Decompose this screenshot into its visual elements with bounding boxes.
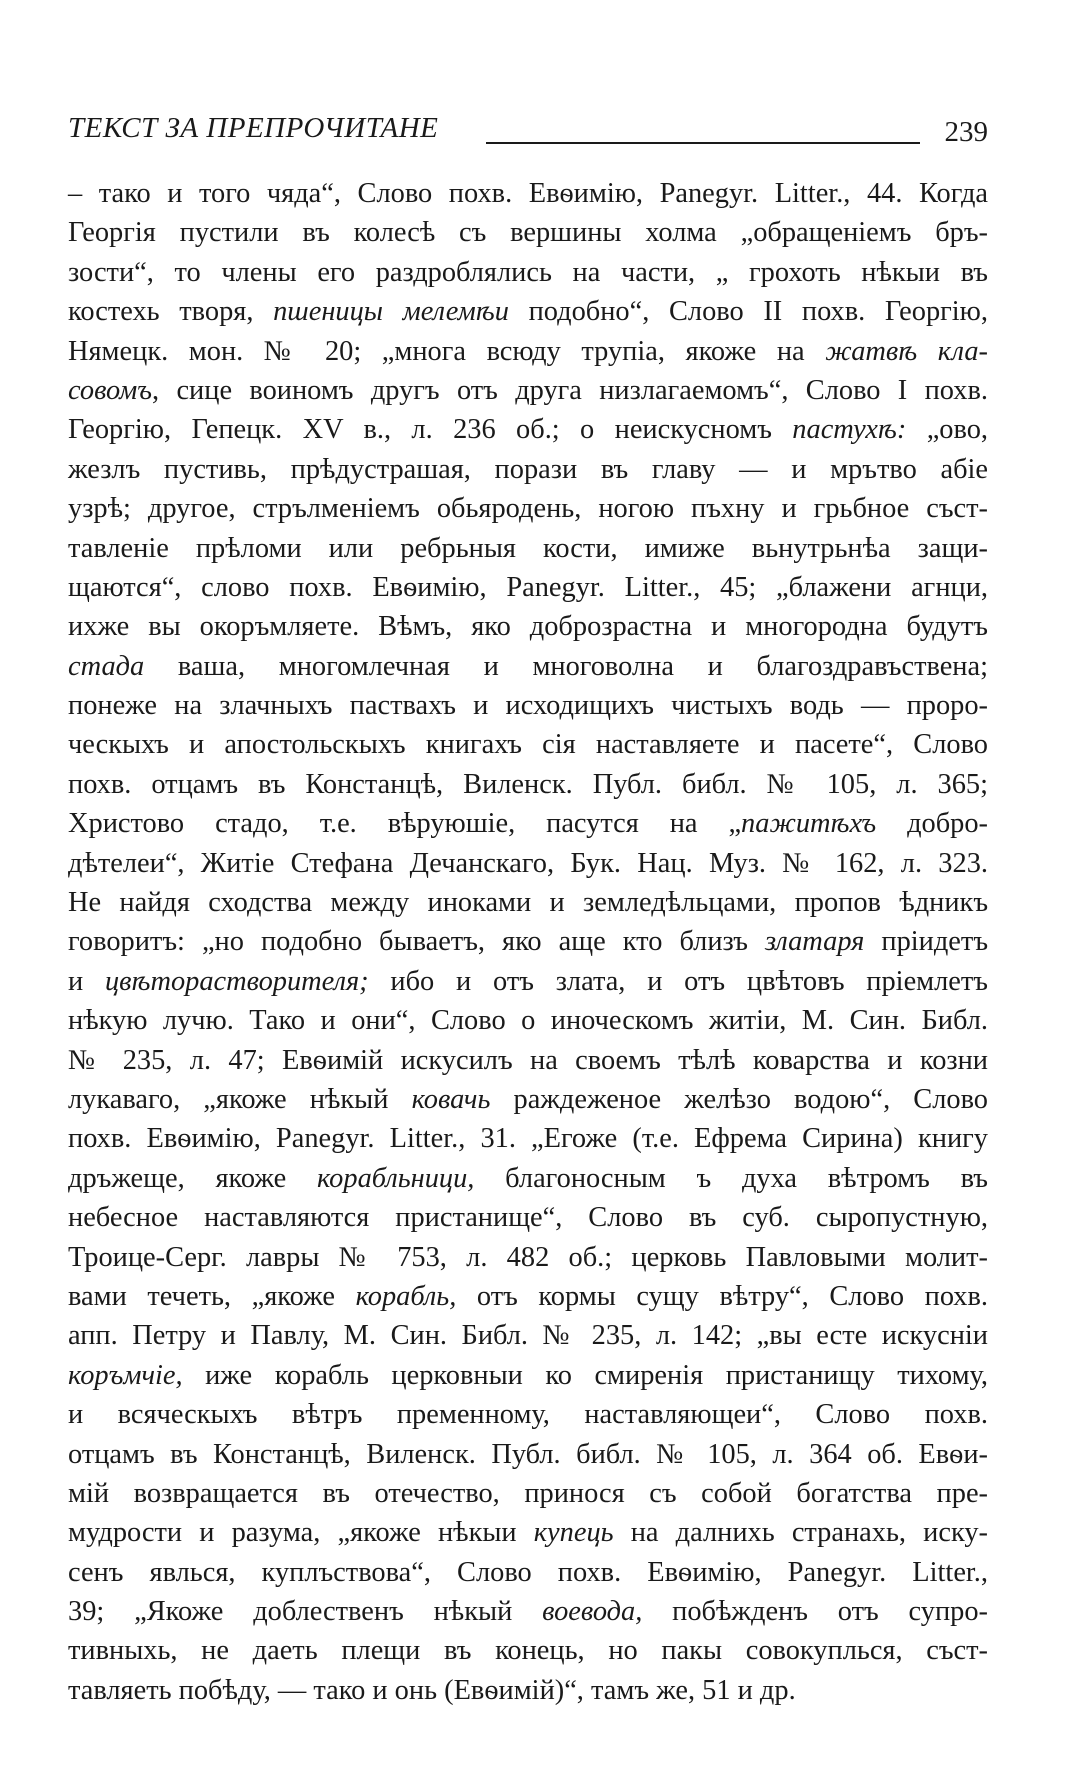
- text-line: [68, 213, 988, 252]
- text-line: [68, 1238, 988, 1277]
- text-line: [68, 922, 988, 961]
- text-segment: – тако и того чяда“, Слово похв. Евѳимію, Panegyr. Litter., 44. Когда: [68, 178, 988, 209]
- text-line: [68, 292, 988, 331]
- text-line: [68, 844, 988, 883]
- text-segment: Троице-Серг. лавры № 753, л. 482 об.; церковь Павловыми молит-: [68, 1241, 988, 1273]
- text-line: [68, 1592, 988, 1631]
- text-segment: небесное наставляются пристанище“, Слово въ суб. сыропустную,: [68, 1202, 988, 1234]
- text-segment: пріидетъ: [864, 926, 988, 958]
- running-title: ТЕКСТ ЗА ПРЕПРОЧИТАНЕ: [68, 112, 439, 144]
- text-line: [68, 1553, 988, 1592]
- body-text: [68, 174, 988, 1710]
- text-line: [68, 1356, 988, 1395]
- text-segment: подобно“, Слово II похв. Георгію,: [508, 296, 988, 328]
- text-line: [68, 883, 988, 922]
- text-line: [68, 725, 988, 764]
- text-segment: на далнихь странахь, иску-: [613, 1517, 988, 1549]
- text-segment: побѣжденъ отъ супро-: [642, 1596, 989, 1628]
- text-segment: Георгія пустили въ колесѣ съ вершины холма „обращеніемъ бръ-: [68, 217, 988, 249]
- text-line: [68, 765, 988, 804]
- text-segment: № 235, л. 47; Евѳимій искусилъ на своемъ тѣлѣ коварства и козни: [68, 1044, 988, 1076]
- text-line: [68, 1395, 988, 1434]
- text-line: [68, 529, 988, 568]
- italic-term: жатвѣ кла-: [825, 335, 988, 367]
- text-line: [68, 332, 988, 371]
- text-segment: ваша, многомлечная и многоволна и благоздравъствена;: [144, 650, 988, 682]
- text-segment: раждеженое желѣзо водою“, Слово: [490, 1083, 988, 1115]
- text-line: [68, 450, 988, 489]
- text-segment: похв. отцамъ въ Констанцѣ, Виленск. Публ. библ. № 105, л. 365;: [68, 768, 988, 800]
- text-segment: вами течеть, „якоже: [68, 1280, 356, 1312]
- italic-term: пажитѣхъ: [741, 808, 877, 840]
- italic-term: пастухѣ:: [792, 414, 907, 446]
- italic-term: златаря: [765, 926, 865, 958]
- text-segment: Георгію, Гепецк. XV в., л. 236 об.; о неискусномъ: [68, 414, 793, 446]
- italic-term: корабль,: [355, 1280, 457, 1312]
- text-segment: щаются“, слово похв. Евѳимію, Panegyr. Litter., 45; „блажени агнци,: [68, 571, 988, 603]
- text-segment: и: [68, 965, 105, 997]
- text-segment: нѣкую лучю. Тако и они“, Слово о иноческомъ житіи, М. Син. Библ.: [68, 1005, 988, 1037]
- text-line: [68, 962, 988, 1001]
- text-line: [68, 1435, 988, 1474]
- text-segment: 39; „Якоже доблественъ нѣкый: [68, 1596, 543, 1628]
- text-segment: благоносным ъ духа вѣтромъ въ: [474, 1162, 988, 1194]
- text-segment: тавляеть побѣду, — тако и онь (Евѳимій)“, тамъ же, 51 и др.: [68, 1674, 796, 1706]
- text-line: [68, 253, 988, 292]
- text-segment: и всяческыхъ вѣтръ пременному, наставляющеи“, Слово похв.: [68, 1399, 988, 1431]
- italic-term: ковачь: [411, 1083, 491, 1115]
- text-line: [68, 686, 988, 725]
- text-segment: мій возвращается въ отечество, принося съ собой богатства пре-: [68, 1477, 988, 1509]
- text-line: [68, 174, 988, 213]
- text-line: [68, 1316, 988, 1355]
- text-segment: костехь творя,: [68, 296, 274, 328]
- text-segment: Христово стадо, т.е. вѣруюшіе, пасутся на „: [68, 808, 742, 840]
- text-line: [68, 1041, 988, 1080]
- text-line: [68, 1277, 988, 1316]
- italic-term: воевода,: [542, 1596, 643, 1628]
- italic-term: корабльници,: [316, 1162, 475, 1194]
- text-segment: понеже на злачныхъ паствахъ и исходищихъ чистыхъ водь — проро-: [68, 690, 988, 722]
- text-line: [68, 1631, 988, 1670]
- text-segment: дръжеще, якоже: [68, 1162, 317, 1194]
- text-segment: ихже вы окоръмляете. Вѣмъ, яко доброзрастна и многородна будутъ: [68, 611, 988, 643]
- text-line: [68, 1198, 988, 1237]
- italic-term: стада: [68, 650, 145, 682]
- text-line: [68, 371, 988, 410]
- text-line: [68, 1474, 988, 1513]
- text-segment: лукаваго, „якоже нѣкый: [68, 1083, 412, 1115]
- text-line: [68, 410, 988, 449]
- text-segment: иже корабль церковныи ко смиренія пристанищу тихому,: [182, 1359, 988, 1391]
- text-line: [68, 1001, 988, 1040]
- text-segment: зости“, то члены его раздроблялись на части, „ грохоть нѣкыи въ: [68, 256, 988, 288]
- text-line: [68, 804, 988, 843]
- text-segment: „ово,: [906, 414, 988, 446]
- text-segment: тивныхь, не даеть плещи въ конець, но пакы совокуплься, съст-: [68, 1635, 988, 1667]
- text-line: [68, 1513, 988, 1552]
- italic-term: цвѣторастворителя;: [104, 965, 369, 997]
- italic-term: совомъ: [68, 374, 153, 406]
- text-line: [68, 489, 988, 528]
- text-line: [68, 1159, 988, 1198]
- text-segment: Не найдя сходства между иноками и земледѣльцами, пропов ѣдникъ: [68, 887, 988, 919]
- page-number: 239: [944, 116, 988, 148]
- text-segment: узрѣ; другое, стрълменіемъ обьяродень, ногою пъхну и грьбное съст-: [68, 493, 988, 525]
- italic-term: купець: [533, 1517, 614, 1549]
- text-line: [68, 1080, 988, 1119]
- text-segment: Нямецк. мон. № 20; „многа всюду трупіа, якоже на: [68, 335, 826, 367]
- text-segment: ибо и отъ злата, и отъ цвѣтовъ пріемлетъ: [368, 965, 988, 997]
- text-segment: тавленіе прѣломи или ребрьныя кости, имиже вьнутрьнѣа защи-: [68, 532, 988, 564]
- text-segment: похв. Евѳимію, Panegyr. Litter., 31. „Егоже (т.е. Ефрема Сирина) книгу: [68, 1123, 988, 1155]
- text-segment: , сице воиномъ другъ отъ друга низлагаемомъ“, Слово I похв.: [152, 374, 988, 406]
- text-line: [68, 568, 988, 607]
- text-line: [68, 647, 988, 686]
- text-segment: дѣтелеи“, Житіе Стефана Дечанскаго, Бук. Нац. Муз. № 162, л. 323.: [68, 847, 988, 879]
- text-segment: апп. Петру и Павлу, М. Син. Библ. № 235, л. 142; „вы есте искусніи: [68, 1320, 988, 1352]
- text-segment: жезлъ пустивь, прѣдустрашая, порази въ главу — и мрътво абіе: [68, 453, 988, 485]
- text-segment: ческыхъ и апостольскыхъ книгахъ сія наставляете и пасете“, Слово: [68, 729, 988, 761]
- text-segment: отцамъ въ Констанцѣ, Виленск. Публ. библ. № 105, л. 364 об. Евѳи-: [68, 1438, 988, 1470]
- text-segment: мудрости и разума, „якоже нѣкыи: [68, 1517, 534, 1549]
- text-segment: отъ кормы сущу вѣтру“, Слово похв.: [456, 1280, 989, 1312]
- text-line: [68, 1671, 988, 1710]
- text-line: [68, 1119, 988, 1158]
- header-rule: [486, 142, 920, 144]
- text-line: [68, 607, 988, 646]
- text-segment: добро-: [876, 808, 988, 840]
- page-header: [68, 112, 988, 152]
- text-segment: сенъ явлься, куплъствова“, Слово похв. Евѳимію, Panegyr. Litter.,: [68, 1556, 988, 1588]
- text-segment: говоритъ: „но подобно бываетъ, яко аще кто близъ: [68, 926, 765, 958]
- italic-term: пшеницы мелемѣи: [273, 296, 509, 328]
- italic-term: коръмчіе,: [68, 1359, 183, 1391]
